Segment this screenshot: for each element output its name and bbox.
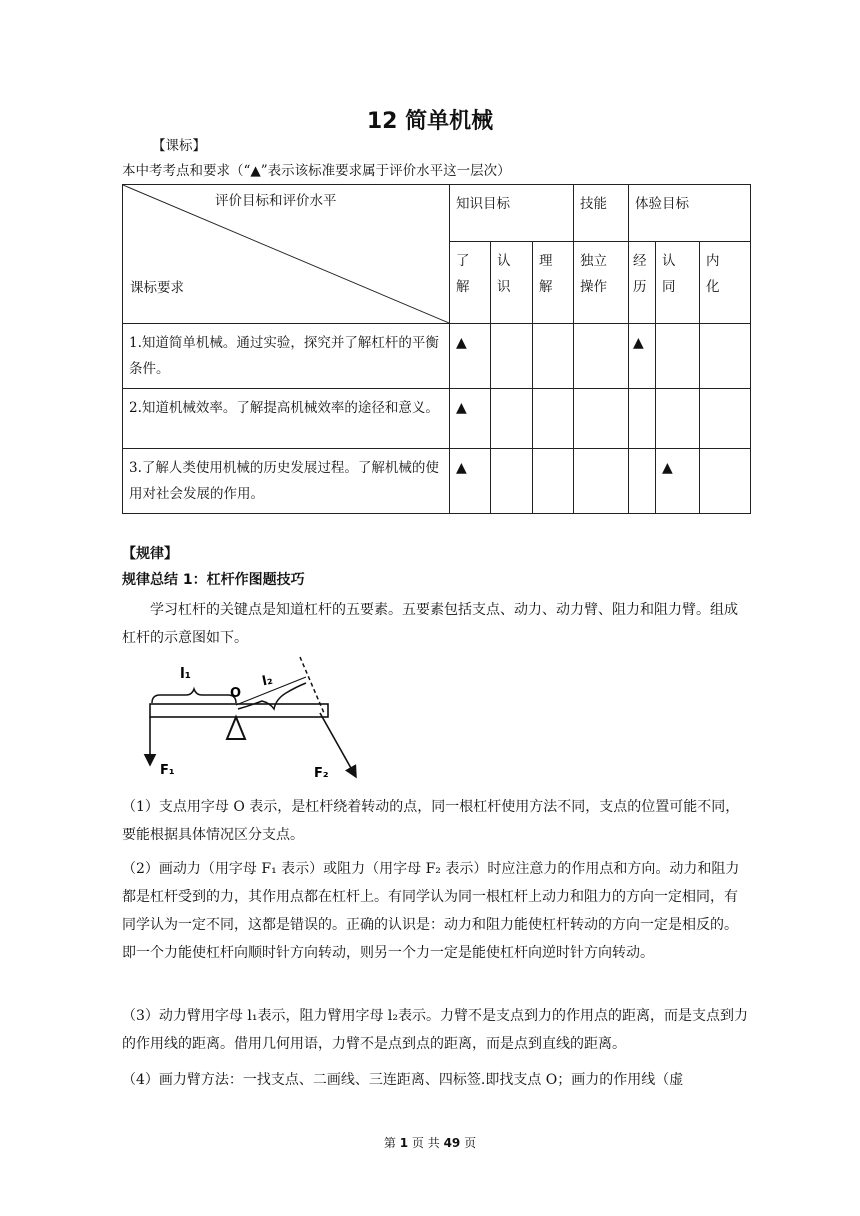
l1-brace	[152, 689, 236, 703]
fulcrum-triangle	[227, 717, 245, 739]
paragraph-3: （3）动力臂用字母 l₁表示，阻力臂用字母 l₂表示。力臂不是支点到力的作用点的距离，而是支点到力的作用线的距离。借用几何用语，力臂不是点到点的距离，而是点到直线的距离。	[122, 1008, 748, 1052]
mark-cell	[656, 389, 700, 449]
mark-cell	[629, 449, 656, 514]
row-text: 2.知道机械效率。了解提高机械效率的途径和意义。	[123, 389, 450, 449]
table-row	[123, 449, 751, 514]
mark-cell: ▲	[450, 449, 491, 514]
lever-diagram	[130, 653, 370, 783]
group-experience: 体验目标	[629, 185, 751, 242]
sub-header: 经 历	[629, 242, 656, 324]
guilv-heading: 【规律】	[122, 546, 178, 562]
standards-table	[122, 184, 751, 514]
l2-label: l₂	[260, 672, 274, 690]
group-skill: 技能	[574, 185, 629, 242]
mark-cell	[656, 324, 700, 389]
mark-cell: ▲	[450, 389, 491, 449]
f1-label: F₁	[160, 763, 175, 778]
o-label: O	[230, 686, 242, 701]
page-footer: 第 1 页 共 49 页	[383, 1136, 477, 1150]
sub-header: 内 化	[700, 242, 751, 324]
mark-cell	[491, 449, 533, 514]
diag-top-label: 评价目标和评价水平	[215, 193, 337, 209]
sub-header: 认 同	[656, 242, 700, 324]
diagonal-header-cell	[123, 185, 450, 324]
page-title: 12 简单机械	[366, 109, 494, 134]
mark-cell	[574, 389, 629, 449]
mark-cell	[700, 449, 751, 514]
kebiao-heading: 【课标】	[152, 138, 206, 154]
group-knowledge: 知识目标	[450, 185, 574, 242]
mark-cell	[574, 449, 629, 514]
sub-header: 理 解	[533, 242, 574, 324]
mark-cell	[574, 324, 629, 389]
mark-cell	[533, 324, 574, 389]
mark-cell	[533, 449, 574, 514]
row-text: 1.知道简单机械。通过实验，探究并了解杠杆的平衡条件。	[123, 324, 450, 389]
paragraph-1: （1）支点用字母 O 表示，是杠杆绕着转动的点，同一根杠杆使用方法不同，支点的位置可能不同，要能根据具体情况区分支点。	[122, 799, 740, 843]
f2-label: F₂	[314, 766, 329, 781]
mark-cell	[491, 389, 533, 449]
row-text: 3.了解人类使用机械的历史发展过程。了解机械的使用对社会发展的作用。	[123, 449, 450, 514]
mark-cell: ▲	[629, 324, 656, 389]
sub-header: 了 解	[450, 242, 491, 324]
current-page: 1	[399, 1136, 409, 1150]
paragraph-4: （4）画力臂方法：一找支点、二画线、三连距离、四标签.即找支点 O；画力的作用线（虚	[122, 1072, 684, 1088]
total-pages: 49	[443, 1136, 461, 1150]
standards-note: 本中考考点和要求（“▲”表示该标准要求属于评价水平这一层次）	[122, 163, 511, 179]
diag-bottom-label: 课标要求	[130, 280, 184, 296]
paragraph-2: （2）画动力（用字母 F₁ 表示）或阻力（用字母 F₂ 表示）时应注意力的作用点和方向。动力和阻力都是杠杆受到的力，其作用点都在杠杆上。有同学认为同一根杠杆上动力和阻力的方向一定相同，有同学认为一定不同，这都是错误的。正确的认识是：动力和阻力能使杠杆转动的方向一定是相反的。即一个力能使杠杆向顺时针方向转动，则另一个力一定是能使杠杆向逆时针方向转动。	[122, 861, 740, 961]
mark-cell: ▲	[450, 324, 491, 389]
sub-header: 独立 操作	[574, 242, 629, 324]
rule1-heading: 规律总结 1：杠杆作图题技巧	[122, 572, 305, 588]
table-row	[123, 389, 751, 449]
intro-paragraph: 学习杠杆的关键点是知道杠杆的五要素。五要素包括支点、动力、动力臂、阻力和阻力臂。组成杠杆的示意图如下。	[122, 602, 738, 646]
mark-cell	[700, 389, 751, 449]
sub-header: 认 识	[491, 242, 533, 324]
mark-cell	[533, 389, 574, 449]
mark-cell	[491, 324, 533, 389]
table-row	[123, 324, 751, 389]
mark-cell	[629, 389, 656, 449]
lever-bar	[150, 704, 328, 717]
l1-label: l₁	[180, 666, 191, 682]
mark-cell	[700, 324, 751, 389]
mark-cell: ▲	[656, 449, 700, 514]
